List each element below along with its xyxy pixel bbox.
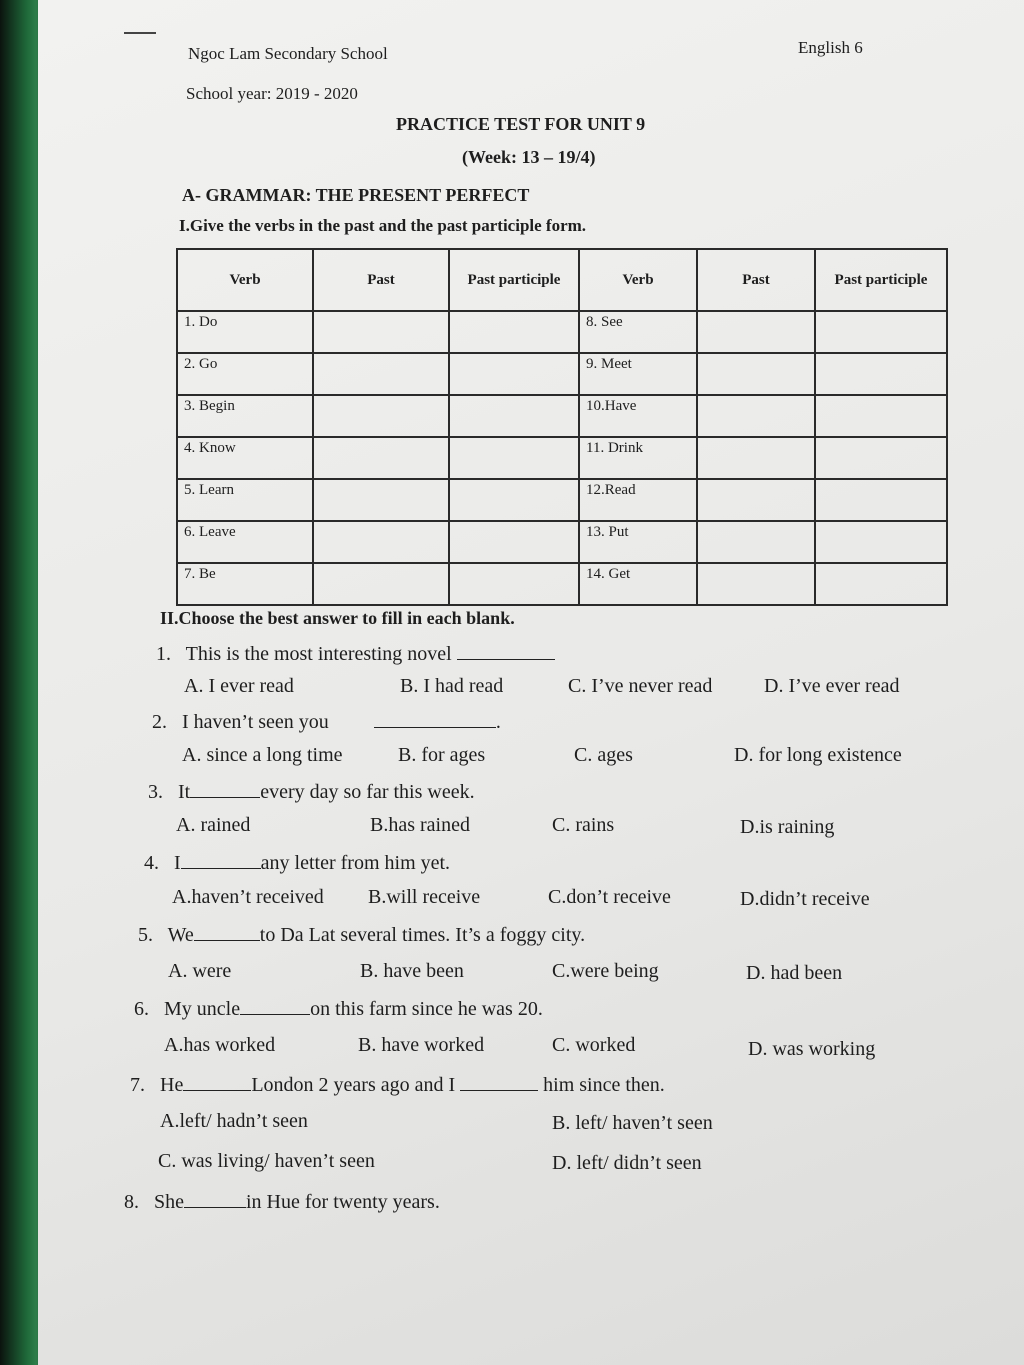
option-a[interactable]: A.haven’t received xyxy=(172,886,324,908)
participle-cell[interactable] xyxy=(815,353,947,395)
option-d[interactable]: D. I’ve ever read xyxy=(764,675,900,697)
past-cell[interactable] xyxy=(313,563,449,605)
table-row xyxy=(177,353,947,395)
question-text: He xyxy=(160,1074,184,1096)
question-number: 1. xyxy=(156,643,171,665)
past-cell[interactable] xyxy=(313,437,449,479)
question-number: 4. xyxy=(144,852,159,874)
test-title: PRACTICE TEST FOR UNIT 9 xyxy=(396,114,646,134)
part1-instruction: I.Give the verbs in the past and the past participle form. xyxy=(179,216,587,235)
question-number: 7. xyxy=(130,1074,145,1096)
verb-table xyxy=(176,248,948,606)
question-text: My uncle xyxy=(164,998,241,1020)
table-row xyxy=(177,521,947,563)
verb-cell: 5. Learn xyxy=(177,479,313,521)
verb-cell: 4. Know xyxy=(177,437,313,479)
past-cell[interactable] xyxy=(697,437,815,479)
participle-cell[interactable] xyxy=(449,437,579,479)
question-text: This is the most interesting novel xyxy=(185,643,452,665)
participle-cell[interactable] xyxy=(815,521,947,563)
option-b[interactable]: B.will receive xyxy=(368,886,481,908)
question-text-end: . xyxy=(495,711,501,733)
option-b[interactable]: B. have been xyxy=(360,960,464,982)
table-row xyxy=(177,395,947,437)
subject-label: English 6 xyxy=(798,38,863,57)
past-cell[interactable] xyxy=(697,353,815,395)
participle-cell[interactable] xyxy=(815,395,947,437)
col-header-past-participle: Past participle xyxy=(449,249,579,311)
option-d[interactable]: D.didn’t receive xyxy=(740,888,870,910)
option-d[interactable]: D. had been xyxy=(746,962,843,984)
col-header-verb-2: Verb xyxy=(579,249,697,311)
participle-cell[interactable] xyxy=(449,479,579,521)
option-b[interactable]: B. I had read xyxy=(400,675,504,697)
answer-blank[interactable] xyxy=(183,1072,251,1091)
answer-blank[interactable] xyxy=(181,850,261,869)
participle-cell[interactable] xyxy=(815,563,947,605)
question-number: 5. xyxy=(138,924,153,946)
answer-blank[interactable] xyxy=(184,1189,246,1208)
participle-cell[interactable] xyxy=(449,521,579,563)
col-header-past-participle-2: Past participle xyxy=(815,249,947,311)
question-text-end: any letter from him yet. xyxy=(260,852,451,874)
verb-cell: 10.Have xyxy=(579,395,697,437)
option-c[interactable]: C. I’ve never read xyxy=(568,675,713,697)
corner-dash xyxy=(124,32,156,34)
option-a[interactable]: A. since a long time xyxy=(182,744,343,766)
question-text: I xyxy=(174,852,181,874)
option-a[interactable]: A. rained xyxy=(176,814,251,836)
option-d[interactable]: D.is raining xyxy=(740,816,835,838)
past-cell[interactable] xyxy=(697,479,815,521)
option-b[interactable]: B. have worked xyxy=(358,1034,485,1056)
option-a[interactable]: A. were xyxy=(168,960,232,982)
question-4 xyxy=(144,850,450,875)
question-text-end: him since then. xyxy=(543,1074,665,1096)
question-3 xyxy=(148,779,475,804)
participle-cell[interactable] xyxy=(815,437,947,479)
past-cell[interactable] xyxy=(697,395,815,437)
option-b[interactable]: B. for ages xyxy=(398,744,486,766)
verb-cell: 3. Begin xyxy=(177,395,313,437)
answer-blank[interactable] xyxy=(374,709,496,728)
verb-cell: 7. Be xyxy=(177,563,313,605)
col-header-past: Past xyxy=(313,249,449,311)
past-cell[interactable] xyxy=(313,311,449,353)
question-text: It xyxy=(178,781,191,803)
table-row xyxy=(177,563,947,605)
option-d[interactable]: D. for long existence xyxy=(734,744,902,766)
past-cell[interactable] xyxy=(697,311,815,353)
option-c[interactable]: C.don’t receive xyxy=(548,886,671,908)
col-header-past-2: Past xyxy=(697,249,815,311)
participle-cell[interactable] xyxy=(815,479,947,521)
part2-instruction: II.Choose the best answer to fill in each blank. xyxy=(160,608,515,628)
option-d[interactable]: D. was working xyxy=(748,1038,876,1060)
question-6 xyxy=(134,996,543,1021)
option-c[interactable]: C. rains xyxy=(552,814,615,836)
question-text-mid: London 2 years ago and I xyxy=(251,1074,456,1096)
option-a[interactable]: A.left/ hadn’t seen xyxy=(160,1110,308,1132)
question-number: 8. xyxy=(124,1191,139,1213)
past-cell[interactable] xyxy=(313,395,449,437)
answer-blank[interactable] xyxy=(190,779,260,798)
question-text: She xyxy=(154,1191,184,1213)
table-row xyxy=(177,437,947,479)
verb-cell: 8. See xyxy=(579,311,697,353)
worksheet-page xyxy=(38,0,1024,1365)
verb-table-header xyxy=(177,249,947,311)
option-c[interactable]: C. ages xyxy=(574,744,633,766)
question-number: 3. xyxy=(148,781,163,803)
past-cell[interactable] xyxy=(697,563,815,605)
question-number: 6. xyxy=(134,998,149,1020)
question-1 xyxy=(156,641,555,666)
option-d[interactable]: D. left/ didn’t seen xyxy=(552,1152,702,1174)
school-name: Ngoc Lam Secondary School xyxy=(188,44,388,63)
question-5 xyxy=(138,922,585,947)
verb-cell: 1. Do xyxy=(177,311,313,353)
participle-cell[interactable] xyxy=(815,311,947,353)
answer-blank[interactable] xyxy=(457,641,555,660)
verb-cell: 6. Leave xyxy=(177,521,313,563)
option-c[interactable]: C. was living/ haven’t seen xyxy=(158,1150,375,1172)
question-text-end: to Da Lat several times. It’s a foggy city. xyxy=(259,924,586,946)
section-a-title: A- GRAMMAR: THE PRESENT PERFECT xyxy=(182,185,530,205)
verb-cell: 14. Get xyxy=(579,563,697,605)
verb-cell: 12.Read xyxy=(579,479,697,521)
past-cell[interactable] xyxy=(697,521,815,563)
school-year: School year: 2019 - 2020 xyxy=(186,84,358,103)
participle-cell[interactable] xyxy=(449,563,579,605)
option-b[interactable]: B.has rained xyxy=(370,814,470,836)
question-2 xyxy=(152,709,501,734)
answer-blank[interactable] xyxy=(194,922,260,941)
question-text: We xyxy=(167,924,194,946)
table-row xyxy=(177,479,947,521)
answer-blank-2[interactable] xyxy=(460,1072,538,1091)
question-text: I haven’t seen you xyxy=(182,711,329,733)
week-label: (Week: 13 – 19/4) xyxy=(462,147,596,167)
option-a[interactable]: A. I ever read xyxy=(184,675,294,697)
option-b[interactable]: B. left/ haven’t seen xyxy=(552,1112,713,1134)
past-cell[interactable] xyxy=(313,479,449,521)
question-number: 2. xyxy=(152,711,167,733)
participle-cell[interactable] xyxy=(449,395,579,437)
option-c[interactable]: C.were being xyxy=(552,960,659,982)
participle-cell[interactable] xyxy=(449,353,579,395)
question-text-end: in Hue for twenty years. xyxy=(246,1191,440,1213)
verb-cell: 2. Go xyxy=(177,353,313,395)
option-a[interactable]: A.has worked xyxy=(164,1034,276,1056)
question-text-end: on this farm since he was 20. xyxy=(310,998,543,1020)
question-8 xyxy=(124,1189,440,1214)
option-c[interactable]: C. worked xyxy=(552,1034,636,1056)
past-cell[interactable] xyxy=(313,353,449,395)
verb-cell: 9. Meet xyxy=(579,353,697,395)
verb-cell: 11. Drink xyxy=(579,437,697,479)
table-row xyxy=(177,311,947,353)
past-cell[interactable] xyxy=(313,521,449,563)
verb-cell: 13. Put xyxy=(579,521,697,563)
answer-blank[interactable] xyxy=(240,996,310,1015)
question-7 xyxy=(130,1072,665,1097)
participle-cell[interactable] xyxy=(449,311,579,353)
col-header-verb: Verb xyxy=(177,249,313,311)
question-text-end: every day so far this week. xyxy=(260,781,475,803)
